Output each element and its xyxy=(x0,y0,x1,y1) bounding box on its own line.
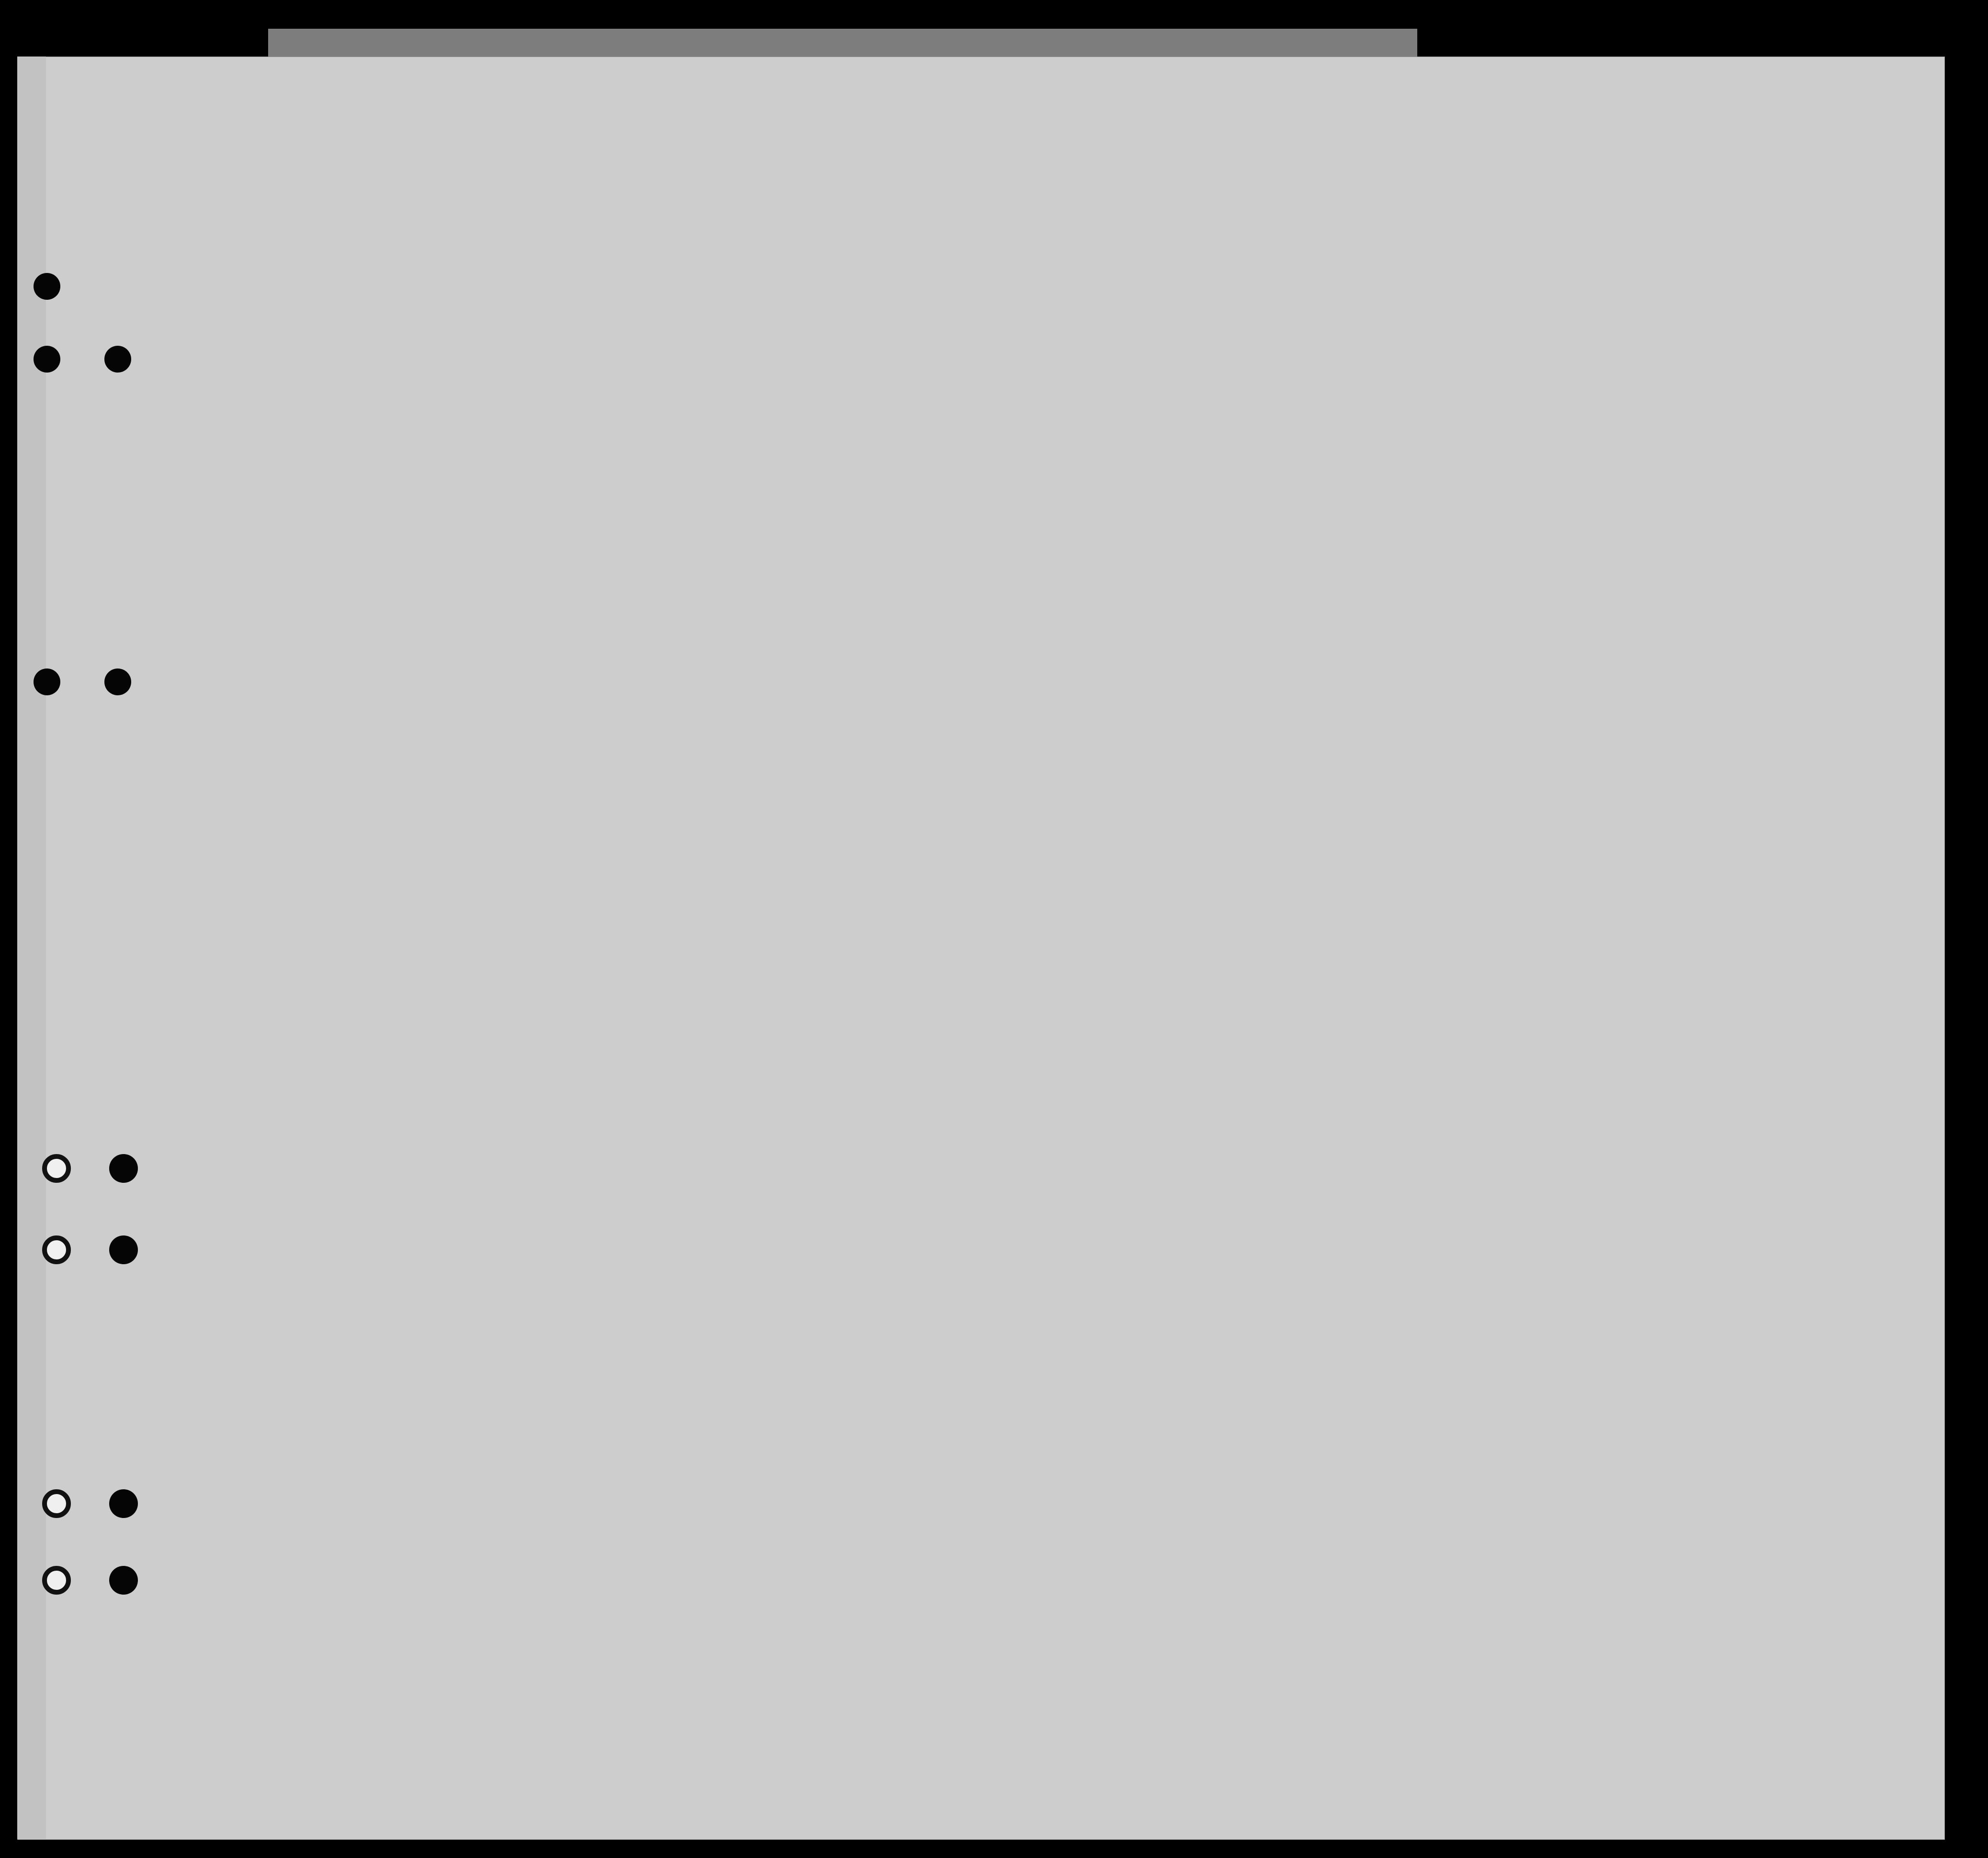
header-arrested xyxy=(1491,338,1510,448)
header-purpose-return xyxy=(1167,340,1191,450)
header-anarchist xyxy=(1325,338,1344,448)
header-money xyxy=(726,347,749,462)
header-excluded xyxy=(1464,338,1483,448)
header-polygamist xyxy=(1293,338,1312,448)
header-offer-labor xyxy=(1429,342,1458,453)
header-ticket xyxy=(610,345,639,450)
header-purpose-citizen xyxy=(1230,340,1254,450)
header-purpose-length xyxy=(1198,340,1222,450)
header-prison xyxy=(1259,342,1288,453)
header-overthrow xyxy=(1374,350,1417,460)
